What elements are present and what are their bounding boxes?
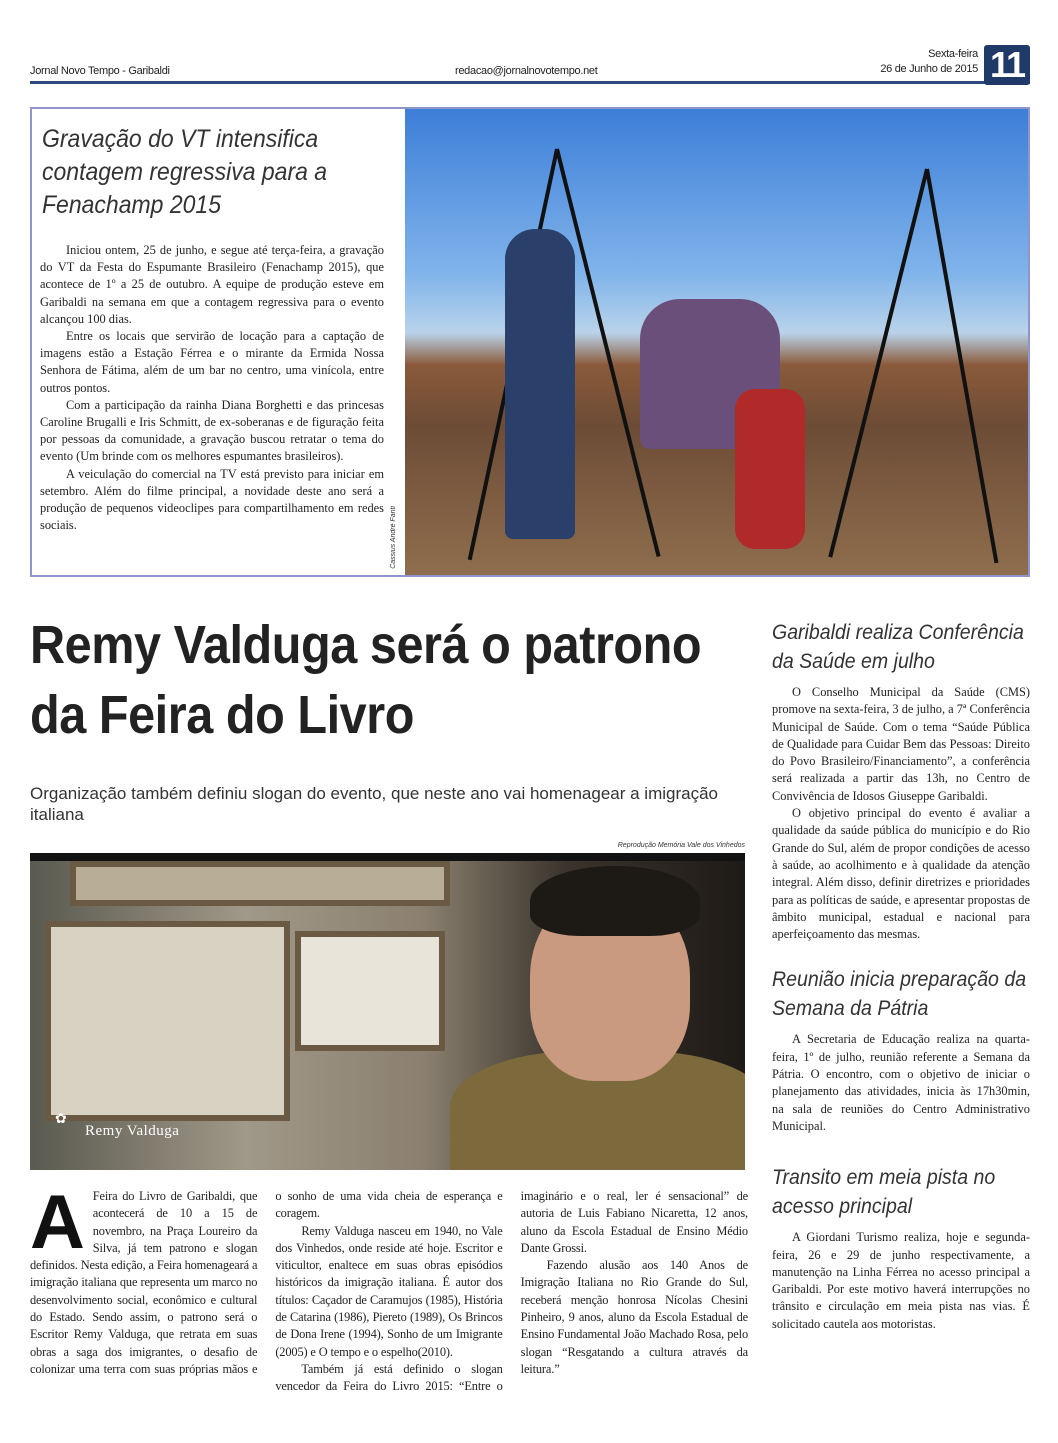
remy-valduga-photo — [30, 853, 745, 1170]
subheadline: Organização também definiu slogan do evento, que neste ano vai homenagear a imigração italiana — [30, 784, 718, 824]
paragraph: Também já está definido o slogan vencedor da Feira do Livro 2015: “Entre o imaginário e o real, ler é sensacional” de autoria de Luis Fabiano Nicaretta, 12 anos, aluno da Escola Estadual de Ensino Médio Dante Grossi. — [275, 1189, 748, 1394]
drop-cap: A — [30, 1180, 85, 1265]
paragraph: A Giordani Turismo realiza, hoje e segunda-feira, 26 e 29 de junho respectivamente, a manutenção na Linha Férrea no acesso principal a Garibaldi. Por este motivo haverá interrupções no trânsito e circulação em meia pista nas vias. É solicitado cautela aos motoristas. — [772, 1230, 1030, 1331]
top-story-title: Gravação do VT intensifica contagem regressiva para a Fenachamp 2015 — [42, 125, 328, 219]
paragraph: A veiculação do comercial na TV está previsto para iniciar em setembro. Além do filme principal, a novidade deste ano será a produção de pequenos videoclipes para compartilhamento em redes sociais. — [40, 466, 384, 533]
contact-email[interactable]: redacao@jornalnovotempo.net — [455, 65, 598, 77]
film-crew-photo — [405, 109, 1028, 575]
paragraph: O Conselho Municipal da Saúde (CMS) promove na sexta-feira, 3 de julho, a 7ª Conferência Municipal de Saúde. Com o tema “Saúde Pública de Qualidade para Cuidar Bem das Pessoas: Direito do Povo Brasileiro/Financiamento”, a conferência será realizada a partir das 13h, no Centro de Convivência de Idosos Giuseppe Garibaldi. — [772, 685, 1031, 803]
page-number: 11 — [984, 45, 1030, 85]
page-header — [30, 40, 1030, 84]
top-story-body — [40, 242, 384, 534]
photo-caption: Remy Valduga — [85, 1123, 180, 1139]
paragraph: O objetivo principal do evento é avaliar a qualidade da saúde pública do município e do Rio Grande do Sul, além de propor condições de acesso à saúde, ao acolhimento e à qualidade da atenção integral. Além disso, definir diretrizes e prioridades para as políticas de saúde, e apresentar propostas de âmbito municipal, estadual e nacional para aperfeiçoamento das mesmas. — [772, 806, 1030, 942]
brief-title: Reunião inicia preparação da Semana da Pátria — [772, 968, 1027, 1021]
paragraph: Fazendo alusão aos 140 Anos de Imigração Italiana no Rio Grande do Sul, receberá menção honrosa Nícolas Chesini Pinheiro, 9 anos, aluno da Escola Estadual de Ensino Fundamental João Machado Rosa, pelo slogan “Resgatando a cultura através da leitura.” — [520, 1258, 748, 1376]
paragraph: Com a participação da rainha Diana Borghetti e das princesas Caroline Brugalli e Iris Schmitt, de ex-soberanas e de figuração feita por pessoas da comunidade, a gravação buscou retratar o tema do evento (Um brinde com os melhores espumantes brasileiros). — [40, 397, 384, 464]
logo-icon: ✿ — [55, 1112, 67, 1127]
brief-traffic — [772, 1163, 1030, 1333]
main-headline: Remy Valduga será o patrono da Feira do Livro — [30, 615, 702, 745]
date: 26 de Junho de 2015 — [880, 63, 978, 75]
paragraph: Remy Valduga nasceu em 1940, no Vale dos Vinhedos, onde reside até hoje. Escritor e viticultor, enaltece em suas obras episódios históricos da imigração italiana. É autor dos títulos: Caçador de Caramujos (1985), História de Catarina (1986), Piereto (1989), Os Brincos de Dona Irene (1994), Sonho de um Imigrante (2005) e O tempo e o espelho(2010). — [275, 1223, 503, 1359]
brief-semana-patria — [772, 965, 1030, 1135]
paragraph: Entre os locais que servirão de locação para a captação de imagens estão a Estação Férrea e o mirante da Ermida Nossa Senhora de Fátima, além de um bar no centro, uma vinícola, entre outros pontos. — [40, 329, 384, 395]
publication-name: Jornal Novo Tempo - Garibaldi — [30, 65, 170, 77]
brief-title: Garibaldi realiza Conferência da Saúde em julho — [772, 621, 1024, 673]
photo-credit: Reprodução Memória Vale dos Vinhedos — [617, 842, 745, 849]
paragraph: Iniciou ontem, 25 de junho, e segue até terça-feira, a gravação do VT da Festa do Espumante Brasileiro (Fenachamp 2015), que acontece de 1º a 25 de outubro. A equipe de produção esteve em Garibaldi na semana em que a contagem regressiva para o evento alcançou 100 dias. — [40, 243, 384, 326]
issue-date — [880, 47, 978, 77]
brief-health-conference — [772, 618, 1030, 943]
weekday: Sexta-feira — [928, 48, 978, 60]
paragraph: A Secretaria de Educação realiza na quarta-feira, 1º de julho, reunião referente a Semana da Pátria. O encontro, com o objetivo de iniciar o planejamento das atividades, inicia às 17h30min, na sala de reuniões do Centro Administrativo Municipal. — [772, 1032, 1030, 1133]
paragraph-text: Feira do Livro de Garibaldi, que acontecerá de 10 a 15 de novembro, na Praça Loureiro da Silva, já tem patrono e slogan definidos. Nesta edição, a Feira homenageará a imigração italiana que representa um marco no desenvolvimento social, econômico e cultural do Estado. Sendo assim, o patrono será o Escritor Remy Valduga, que retrata em suas obras a saga dos imigrantes, o desafio de colonizar uma terra com suas próprias mãos e o sonho de uma vida cheia de esperança e coragem. — [30, 1189, 503, 1376]
photo-credit: Cassius André Fanti — [390, 506, 397, 569]
brief-title: Transito em meia pista no acesso principal — [772, 1166, 996, 1219]
sidebar-briefs — [772, 618, 1030, 1333]
main-story-body — [30, 1180, 748, 1396]
top-story-box — [30, 107, 1030, 577]
